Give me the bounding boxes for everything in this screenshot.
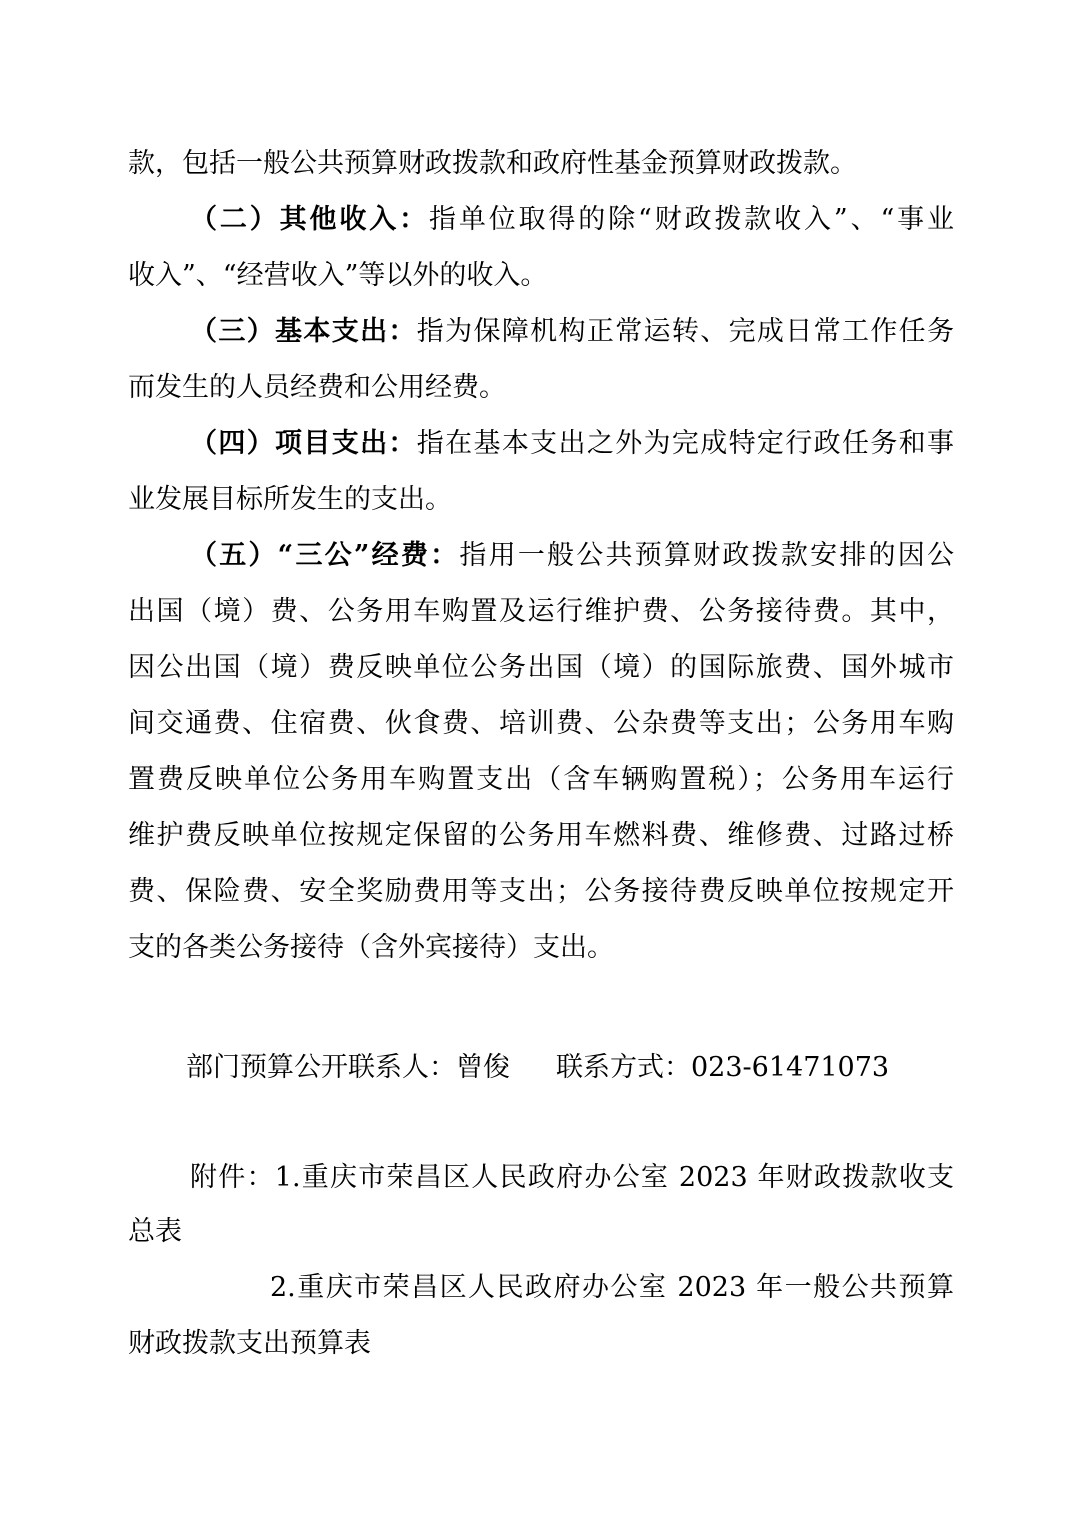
paragraph-line: 业发展目标所发生的支出。 [128, 484, 452, 515]
contact-phone-label: 联系方式： [556, 1052, 691, 1083]
paragraph-line: 维护费反映单位按规定保留的公务用车燃料费、维修费、过路过桥 [128, 820, 954, 851]
paragraph-line: 收入”、“经营收入”等以外的收入。 [128, 260, 548, 291]
paragraph-text: 指用一般公共预算财政拨款安排的因公 [459, 540, 954, 571]
term-label: （三）基本支出： [190, 316, 417, 347]
paragraph-text: 指在基本支出之外为完成特定行政任务和事 [416, 428, 954, 459]
term-label: （二）其他收入： [190, 204, 429, 235]
attachment-2: 2.重庆市荣昌区人民政府办公室 2023 年一般公共预算 [270, 1272, 954, 1303]
contact-phone: 023-61471073 [691, 1052, 890, 1083]
term-label: （四）项目支出： [190, 428, 417, 459]
paragraph-text: 指为保障机构正常运转、完成日常工作任务 [416, 316, 954, 347]
paragraph-basic-expenditure [190, 314, 954, 350]
paragraph-line: 费、保险费、安全奖励费用等支出；公务接待费反映单位按规定开 [128, 876, 954, 907]
paragraph-line: 间交通费、住宿费、伙食费、培训费、公杂费等支出；公务用车购 [128, 708, 954, 739]
attachment-1: 附件：1.重庆市荣昌区人民政府办公室 2023 年财政拨款收支 [190, 1162, 954, 1193]
paragraph-line: 而发生的人员经费和公用经费。 [128, 372, 506, 403]
paragraph-other-income [190, 202, 954, 238]
contact-person: 曾俊 [456, 1052, 510, 1083]
term-label: （五）“三公”经费： [190, 540, 460, 571]
paragraph-project-expenditure [190, 426, 954, 462]
paragraph-line: 款，包括一般公共预算财政拨款和政府性基金预算财政拨款。 [128, 148, 857, 179]
attachment-1-continued: 总表 [128, 1216, 182, 1247]
paragraph-line: 出国（境）费、公务用车购置及运行维护费、公务接待费。其中， [128, 596, 954, 627]
paragraph-text: 指单位取得的除“财政拨款收入”、“事业 [428, 204, 954, 235]
contact-info [186, 1050, 889, 1086]
attachment-2-continued: 财政拨款支出预算表 [128, 1328, 371, 1359]
paragraph-line: 因公出国（境）费反映单位公务出国（境）的国际旅费、国外城市 [128, 652, 954, 683]
contact-person-label: 部门预算公开联系人： [186, 1052, 456, 1083]
paragraph-line: 置费反映单位公务用车购置支出（含车辆购置税）；公务用车运行 [128, 764, 954, 795]
paragraph-line: 支的各类公务接待（含外宾接待）支出。 [128, 932, 614, 963]
paragraph-three-public-funds [190, 538, 954, 574]
